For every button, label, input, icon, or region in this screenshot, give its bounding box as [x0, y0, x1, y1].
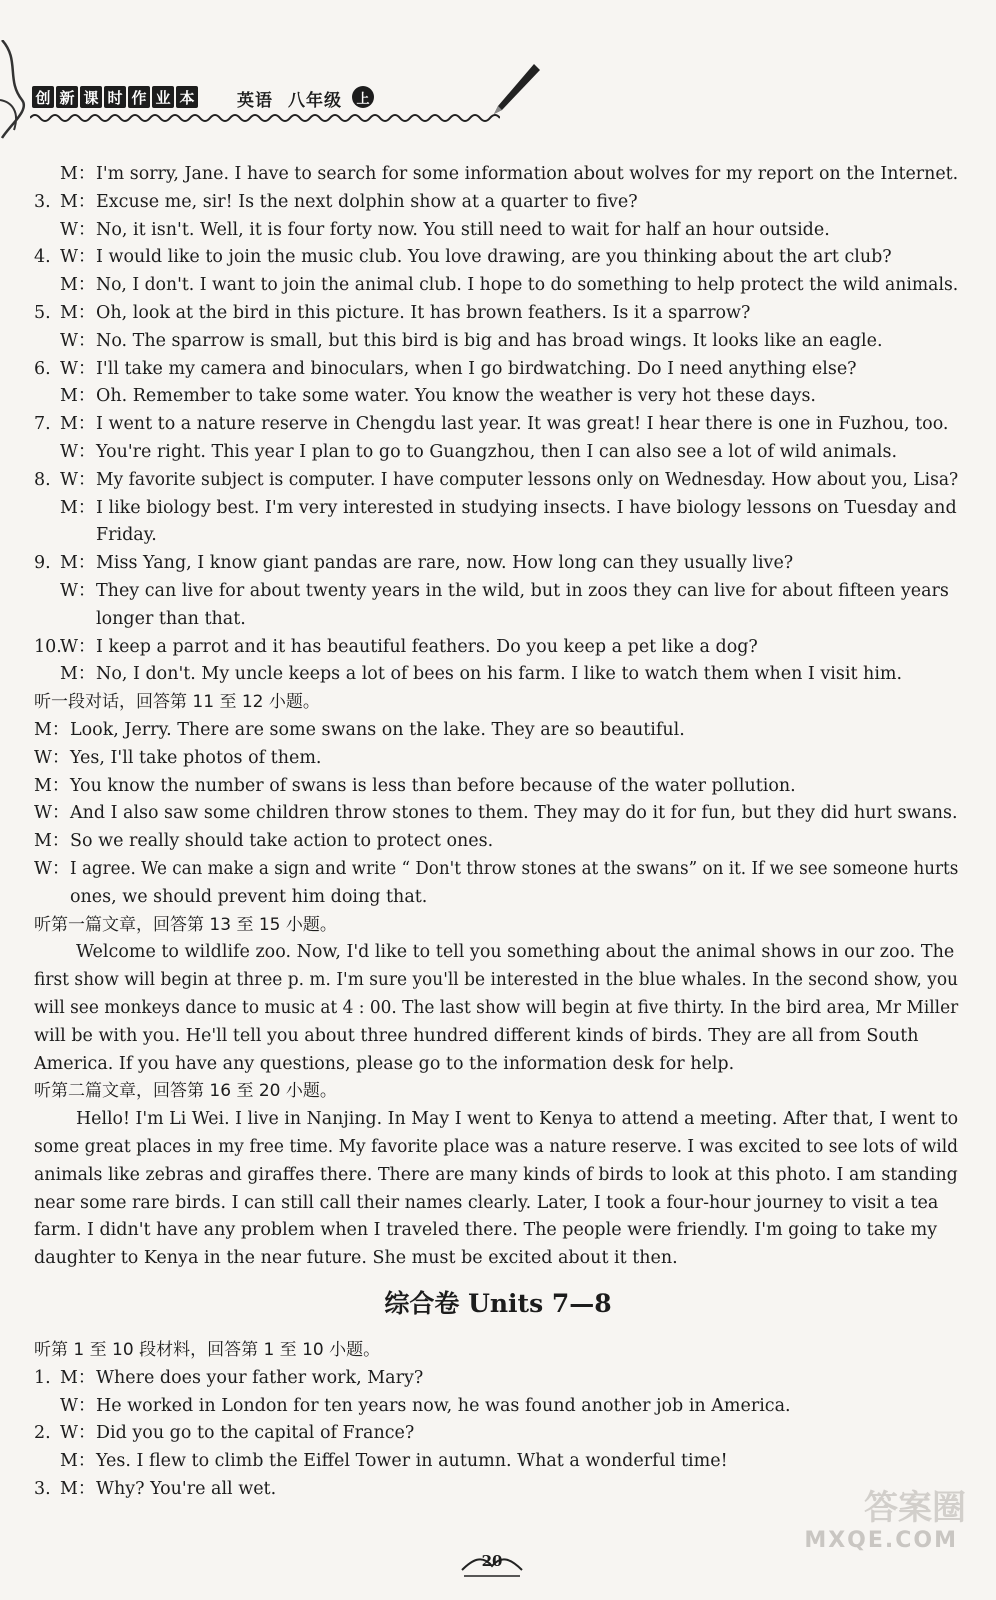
speaker-label: M： — [60, 275, 96, 296]
transcript-line: Why? You're all wet. — [96, 1479, 277, 1499]
passage-line: will see monkeys dance to music at 4 : 00. The last show will begin at five thirty. In the bird area, Mr Miller — [34, 998, 959, 1018]
transcript-line: Oh, look at the bird in this picture. It has brown feathers. Is it a sparrow? — [96, 303, 751, 323]
grade-label: 八年级 — [288, 91, 342, 111]
speaker-label: M： — [34, 720, 70, 740]
page-header — [0, 0, 996, 140]
speaker-label: W： — [60, 247, 96, 268]
speaker-label: W： — [60, 1423, 96, 1444]
item-number: 5. — [34, 303, 51, 323]
passage-line: Welcome to wildlife zoo. Now, I'd like to tell you something about the animal shows in our zoo. The — [76, 942, 955, 963]
series-title — [32, 86, 200, 108]
transcript-line: No, I don't. I want to join the animal club. I hope to do something to help protect the wild animals. — [96, 275, 959, 296]
passage-line: will be with you. He'll tell you about three hundred different kinds of birds. They are all from South — [34, 1025, 919, 1046]
item-number: 1. — [34, 1367, 51, 1388]
passage-line: America. If you have any questions, please go to the information desk for help. — [34, 1053, 735, 1074]
speaker-label: M： — [60, 164, 96, 184]
item-number: 8. — [34, 469, 51, 490]
transcript-line: Friday. — [96, 525, 157, 546]
dialogue-line: So we really should take action to protect ones. — [70, 831, 494, 852]
speaker-label: M： — [60, 414, 96, 435]
transcript-line: No, it isn't. Well, it is four forty now. You still need to wait for half an hour outside. — [96, 219, 830, 240]
series-char: 作 — [128, 86, 150, 108]
transcript-line: No, I don't. My uncle keeps a lot of bees on his farm. I like to watch them when I visit him. — [96, 664, 903, 685]
passage-line: animals like zebras and giraffes there. There are many kinds of birds to look at this photo. I am standing — [34, 1164, 958, 1185]
speaker-label: W： — [60, 330, 96, 351]
transcript-line: No. The sparrow is small, but this bird is big and has broad wings. It looks like an eagle. — [96, 330, 883, 351]
speaker-label: W： — [60, 358, 96, 379]
subject-label: 英语 — [237, 91, 273, 111]
item-number: 7. — [34, 414, 51, 435]
wavy-rule-icon — [30, 112, 500, 124]
passage2-heading: 听第二篇文章，回答第 16 至 20 小题。 — [34, 1081, 337, 1102]
dialogue-line: And I also saw some children throw stones to them. They may do it for fun, but they did hurt swans. — [70, 803, 958, 824]
item-number: 10. — [34, 636, 62, 657]
transcript-line: Excuse me, sir! Is the next dolphin show at a quarter to five? — [96, 191, 638, 212]
series-char: 业 — [152, 86, 174, 108]
passage-line: near some rare birds. I can still call their names clearly. Later, I took a four-hour journey to visit a tea — [34, 1192, 939, 1213]
transcript-line: Miss Yang, I know giant pandas are rare, now. How long can they usually live? — [96, 553, 794, 574]
series-char: 课 — [80, 86, 102, 108]
section-title-en: Units 7—8 — [468, 1289, 612, 1318]
item-number: 2. — [34, 1423, 51, 1444]
dialogue-heading: 听一段对话，回答第 11 至 12 小题。 — [34, 692, 320, 713]
speaker-label: M： — [60, 303, 96, 323]
pencil-icon — [490, 62, 542, 118]
speaker-label: W： — [60, 219, 96, 240]
page-number: 20 — [481, 1552, 503, 1570]
transcript-line: Where does your father work, Mary? — [96, 1367, 424, 1388]
speaker-label: M： — [60, 1451, 96, 1472]
transcript-line: I like biology best. I'm very interested in studying insects. I have biology lessons on Tuesday and — [96, 497, 957, 518]
transcript-line: My favorite subject is computer. I have computer lessons only on Wednesday. How about you, Lisa? — [96, 469, 959, 490]
transcript-line: I'm sorry, Jane. I have to search for some information about wolves for my report on the Internet. — [96, 164, 959, 184]
passage-line: daughter to Kenya in the near future. She must be excited about it then. — [34, 1248, 678, 1269]
watermark-logo: 答案圈 — [864, 1488, 966, 1528]
passage-line: some great places in my free time. My favorite place was a nature reserve. I was excited to see lots of wild — [34, 1137, 959, 1157]
speaker-label: M： — [60, 1367, 96, 1388]
speaker-label: M： — [34, 775, 70, 796]
speaker-label: M： — [34, 831, 70, 852]
dialogue-line: You know the number of swans is less than before because of the water pollution. — [70, 775, 796, 796]
watermark-url: MXQE.COM — [804, 1528, 958, 1553]
speaker-label: M： — [60, 386, 96, 407]
series-char: 本 — [176, 86, 198, 108]
series-char: 创 — [32, 86, 54, 108]
item-number: 3. — [34, 191, 51, 212]
transcript-line: Did you go to the capital of France? — [96, 1423, 415, 1444]
speaker-label: W： — [60, 581, 96, 601]
passage1-heading: 听第一篇文章，回答第 13 至 15 小题。 — [34, 914, 337, 935]
item-number: 3. — [34, 1479, 51, 1499]
series-char: 新 — [56, 86, 78, 108]
passage-line: Hello! I'm Li Wei. I live in Nanjing. In May I went to Kenya to attend a meeting. After that, I went to — [76, 1109, 959, 1130]
corner-ornament-icon — [0, 40, 34, 140]
transcript-line: He worked in London for ten years now, he was found another job in America. — [96, 1395, 791, 1416]
transcript-line: longer than that. — [96, 608, 246, 629]
page-footer — [452, 1540, 532, 1580]
transcript-line: Oh. Remember to take some water. You know the weather is very hot these days. — [96, 386, 816, 407]
transcript-line: They can live for about twenty years in the wild, but in zoos they can live for about fifteen years — [96, 581, 949, 601]
speaker-label: W： — [34, 859, 70, 879]
speaker-label: M： — [60, 664, 96, 685]
transcript-line: I keep a parrot and it has beautiful feathers. Do you keep a pet like a dog? — [96, 636, 758, 657]
passage-line: first show will begin at three p. m. I'm sure you'll be interested in the blue whales. In the second show, you — [34, 970, 958, 991]
transcript-line: Yes. I flew to climb the Eiffel Tower in autumn. What a wonderful time! — [96, 1451, 728, 1472]
speaker-label: W： — [60, 1395, 96, 1416]
item-number: 9. — [34, 553, 51, 574]
transcript-line: I'll take my camera and binoculars, when I go birdwatching. Do I need anything else? — [96, 358, 857, 379]
transcript-line: I would like to join the music club. You love drawing, are you thinking about the art club? — [96, 247, 892, 268]
section2-heading: 听第 1 至 10 段材料，回答第 1 至 10 小题。 — [34, 1340, 381, 1360]
transcript-line: I went to a nature reserve in Chengdu last year. It was great! I hear there is one in Fuzhou, too. — [96, 414, 949, 435]
dialogue-line: Yes, I'll take photos of them. — [70, 747, 322, 768]
speaker-label: M： — [60, 553, 96, 574]
dialogue-line: Look, Jerry. There are some swans on the lake. They are so beautiful. — [70, 720, 685, 740]
passage-line: farm. I didn't have any problem when I traveled there. The people were friendly. I'm going to take my — [34, 1220, 938, 1241]
series-char: 时 — [104, 86, 126, 108]
section-title-cn: 综合卷 — [384, 1289, 460, 1318]
speaker-label: M： — [60, 1479, 96, 1499]
speaker-label: M： — [60, 191, 96, 212]
speaker-label: W： — [60, 469, 96, 490]
speaker-label: W： — [60, 636, 96, 657]
dialogue-line: ones, we should prevent him doing that. — [70, 886, 428, 907]
section-title — [0, 1284, 996, 1320]
term-badge: 上 — [352, 86, 374, 108]
transcript-line: You're right. This year I plan to go to Guangzhou, then I can also see a lot of wild animals. — [96, 442, 898, 462]
speaker-label: W： — [60, 442, 96, 462]
item-number: 6. — [34, 358, 51, 379]
speaker-label: W： — [34, 747, 70, 768]
speaker-label: W： — [34, 803, 70, 824]
speaker-label: M： — [60, 497, 96, 518]
dialogue-line: I agree. We can make a sign and write “ Don't throw stones at the swans” on it. If we see someone hurts — [70, 859, 959, 879]
item-number: 4. — [34, 247, 51, 268]
